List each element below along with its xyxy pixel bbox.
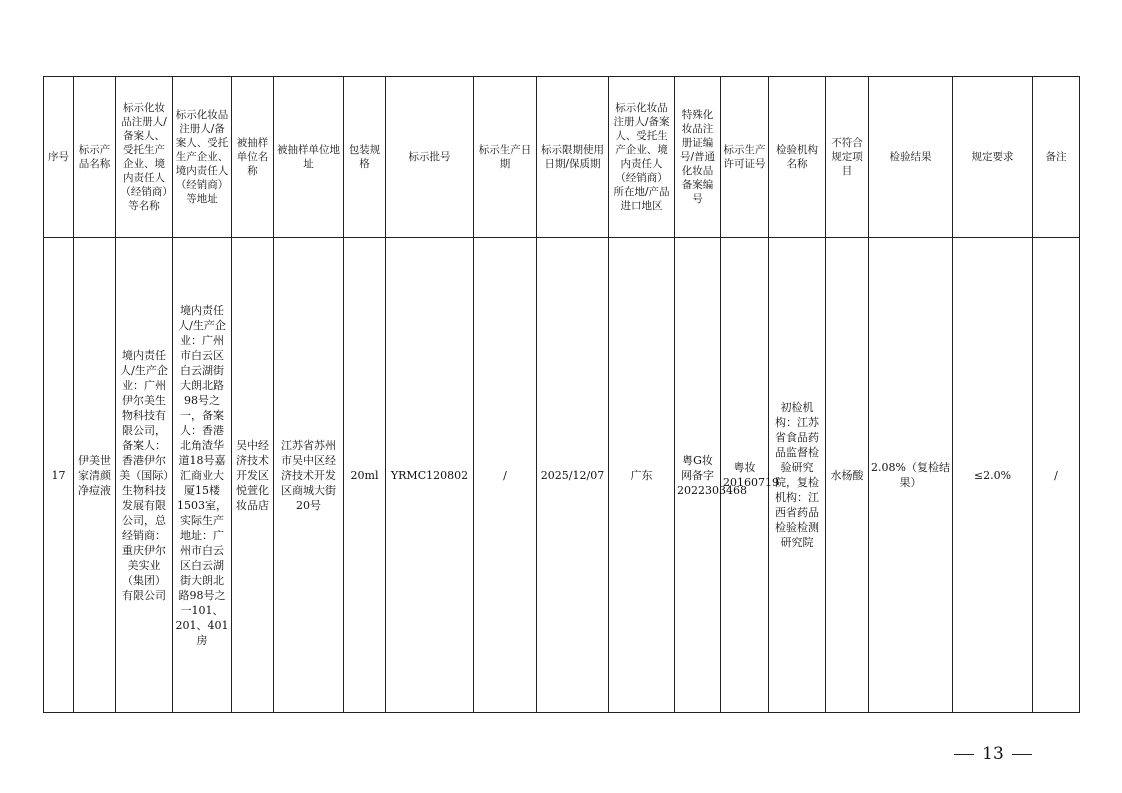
header-cell: 标示化妆品注册人/备案人、受托生产企业、境内责任人（经销商）所在地/产品进口地区 bbox=[609, 77, 675, 238]
table-cell: 吴中经济技术开发区悦萱化妆品店 bbox=[232, 238, 274, 713]
table-cell: 17 bbox=[44, 238, 74, 713]
header-cell: 标示产品名称 bbox=[74, 77, 116, 238]
table-cell: 境内责任人/生产企业：广州伊尔美生物科技有限公司，备案人：香港伊尔美（国际）生物科技发展有限公司，总经销商：重庆伊尔美实业（集团）有限公司 bbox=[116, 238, 173, 713]
header-cell: 特殊化妆品注册证编号/普通化妆品备案编号 bbox=[675, 77, 721, 238]
table-row bbox=[44, 238, 1080, 713]
header-cell: 检验机构名称 bbox=[769, 77, 826, 238]
header-cell: 标示化妆品注册人/备案人、受托生产企业、境内责任人（经销商）等名称 bbox=[116, 77, 173, 238]
table-cell: 广东 bbox=[609, 238, 675, 713]
header-cell: 备注 bbox=[1033, 77, 1080, 238]
table-cell: 境内责任人/生产企业：广州市白云区白云湖街大朗北路98号之一，备案人：香港北角渣华道18号嘉汇商业大厦15楼1503室，实际生产地址：广州市白云区白云湖街大朗北路98号之一101、201、401房 bbox=[173, 238, 232, 713]
table-cell: 粤G妆网备字2022303468 bbox=[675, 238, 721, 713]
page-number-footer bbox=[953, 744, 1033, 764]
header-cell: 标示批号 bbox=[386, 77, 474, 238]
page-dash-right bbox=[1012, 754, 1032, 755]
header-cell: 规定要求 bbox=[953, 77, 1033, 238]
table-cell: YRMC120802 bbox=[386, 238, 474, 713]
header-cell: 标示限期使用日期/保质期 bbox=[537, 77, 609, 238]
page-dash-left bbox=[954, 754, 974, 755]
table-cell: 伊美世家清颜净痘液 bbox=[74, 238, 116, 713]
header-cell: 包装规格 bbox=[344, 77, 386, 238]
table-cell: 粤妆20160719 bbox=[721, 238, 769, 713]
header-cell: 不符合规定项目 bbox=[826, 77, 869, 238]
header-cell: 被抽样单位地址 bbox=[274, 77, 344, 238]
table-cell: / bbox=[1033, 238, 1080, 713]
table-cell: ≤2.0% bbox=[953, 238, 1033, 713]
header-cell: 标示生产日期 bbox=[474, 77, 537, 238]
table-cell: 2.08%（复检结果） bbox=[869, 238, 953, 713]
header-row bbox=[44, 77, 1080, 238]
header-cell: 序号 bbox=[44, 77, 74, 238]
table-cell: 初检机构：江苏省食品药品监督检验研究院，复检机构：江西省药品检验检测研究院 bbox=[769, 238, 826, 713]
header-cell: 标示生产许可证号 bbox=[721, 77, 769, 238]
table-cell: 2025/12/07 bbox=[537, 238, 609, 713]
header-cell: 被抽样单位名称 bbox=[232, 77, 274, 238]
page-number: 13 bbox=[982, 744, 1004, 764]
header-cell: 检验结果 bbox=[869, 77, 953, 238]
table-cell: 20ml bbox=[344, 238, 386, 713]
table-cell: 江苏省苏州市吴中区经济技术开发区商城大街20号 bbox=[274, 238, 344, 713]
inspection-results-table bbox=[43, 76, 1080, 713]
table-cell: / bbox=[474, 238, 537, 713]
table-cell: 水杨酸 bbox=[826, 238, 869, 713]
header-cell: 标示化妆品注册人/备案人、受托生产企业、境内责任人（经销商）等地址 bbox=[173, 77, 232, 238]
